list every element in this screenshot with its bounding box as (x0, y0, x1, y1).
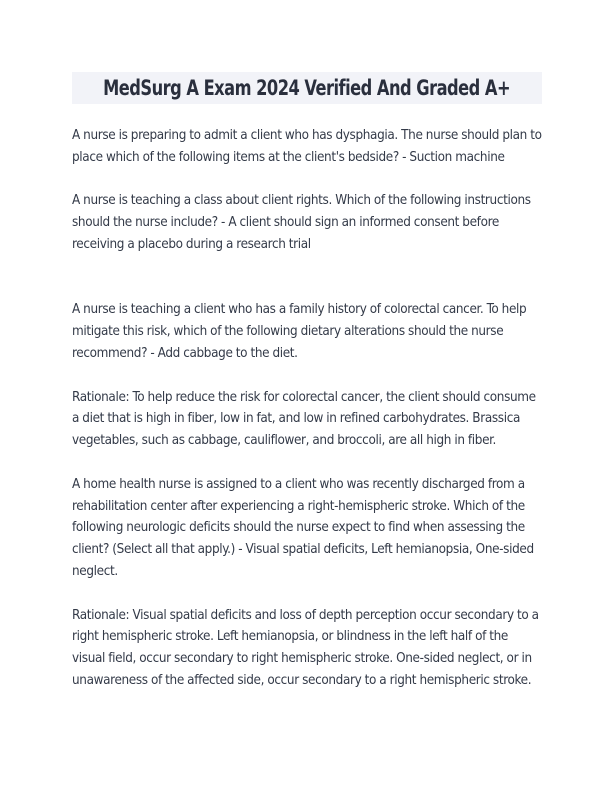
paragraph-gap (72, 452, 542, 474)
question-dysphagia: A nurse is preparing to admit a client who has dysphagia. The nurse should plan to place which of the following items at the client's bedside? - Suction machine (72, 128, 542, 165)
paragraph-gap (72, 583, 542, 605)
paragraph-gap (72, 365, 542, 387)
question-client-rights: A nurse is teaching a class about client rights. Which of the following instructions should the nurse include? - A client should sign an informed consent before receiving a placebo during a research trial (72, 193, 531, 252)
title-bar (72, 72, 542, 104)
rationale-colorectal-cancer: Rationale: To help reduce the risk for colorectal cancer, the client should consume a diet that is high in fiber, low in fat, and low in refined carbohydrates. Brassica vegetables, such as cabbage, cauliflower, and broccoli, are all high in fiber. (72, 389, 536, 449)
paragraph-gap (72, 256, 542, 300)
document-title: MedSurg A Exam 2024 Verified And Graded A+ (103, 76, 511, 100)
question-colorectal-cancer: A nurse is teaching a client who has a family history of colorectal cancer. To help mitigate this risk, which of the following dietary alterations should the nurse recommend? - Add cabbage to the diet. (72, 302, 527, 361)
question-right-hemispheric-stroke: A home health nurse is assigned to a client who was recently discharged from a rehabilitation center after experiencing a right-hemispheric stroke. Which of the following neurologic deficits should the nurse expect to find when assessing the client? (Select all that apply.) - Visual spatial deficits, Left hemianopsia, One-sided neglect. (72, 476, 534, 579)
rationale-right-hemispheric-stroke: Rationale: Visual spatial deficits and loss of depth perception occur secondary to a right hemispheric stroke. Left hemianopsia, or blindness in the left half of the visual field, occur secondary to right hemispheric stroke. One-sided neglect, or in unawareness of the affected side, occur secondary to a right hemispheric stroke. (72, 607, 539, 688)
document-body (72, 125, 542, 692)
paragraph-gap (72, 169, 542, 191)
